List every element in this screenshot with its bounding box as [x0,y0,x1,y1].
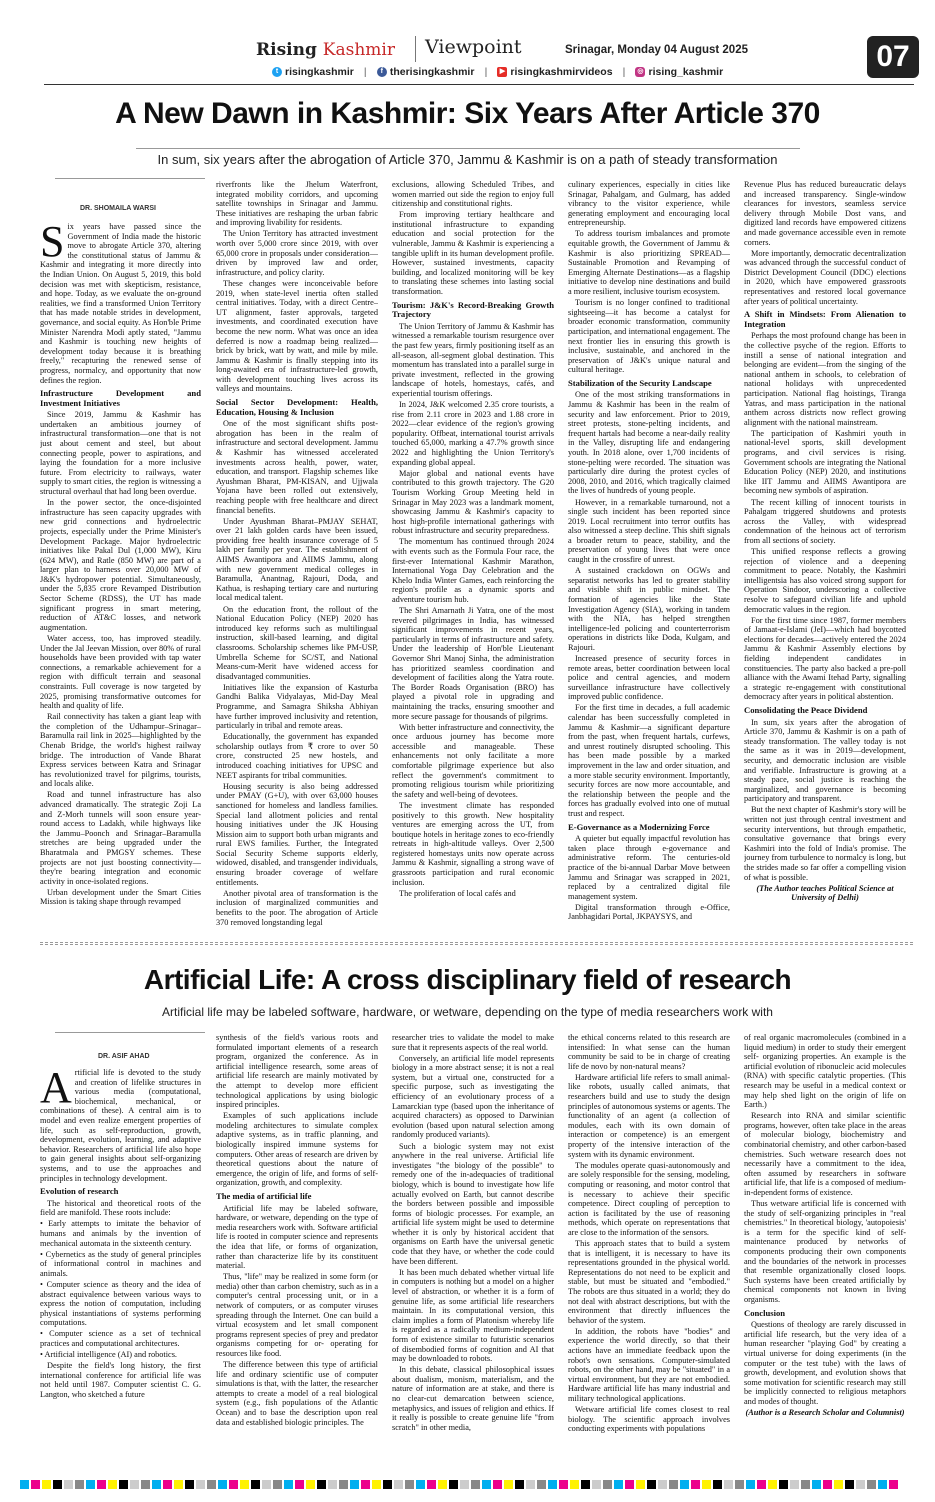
masthead [0,0,935,88]
social-facebook[interactable]: f therisingkashmir [377,66,475,78]
youtube-icon: ▶ [497,67,507,77]
article2-headline: Artificial Life: A cross disciplinary field of research [143,964,792,995]
article2-byline: DR. ASIF AHAD [98,1053,150,1060]
color-registration-strip [20,1478,915,1490]
article-divider [40,942,913,945]
article2-column-5: of real organic macromolecules (combined in a liquid medium) in order to study their emergent self- organizing properties. An example is the artificial evolution of ribonucleic acid molecules (RNA) with specific catalytic properties. (This research may be useful in a medical context or may help shed light on the origin of life on Earth.) Research into RNA and similar scientific programs, however, often take place in the areas of molecular biology, biochemistry and combinatorial chemistry, and other carbon-based chemistries. Such wetware research does not necessarily have a commitment to the idea, often assumed by researchers in software artificial life, that life is a composed of medium-in-dependent forms of existence. Thus wetware artificial life is concerned with the study of self-organizing principles in "real chemistries." In theoretical biology, 'autopoiesis' is a term for the specific kind of self-maintenance produced by networks of components producing their own components and the boundaries of the network in processes that resemble organizationally closed loops. Such systems have been created artificially by chemical components not known in living organisms. Conclusion Questions of theology are rarely discussed in artificial life research, but the very idea of a human researcher "playing God" by creating a virtual universe for doing experiments (in the computer or the test tube) with the laws of growth, development, and evolution shows that some motivation for scientific research may still be implicitly connected to religious metaphors and modes of thought. (Author is a Research Scholar and Columnist) [744,1033,906,1418]
facebook-icon: f [377,67,387,77]
byline-rule [55,178,205,179]
article1-column-4: culinary experiences, especially in cities like Srinagar, Pahalgam, and Gulmarg, has added vibrancy to the visitor experience, while generating employment and encouraging local entrepreneurship. To address tourism imbalances and promote equitable growth, the Government of Jammu & Kashmir is also prioritizing SPREAD—Sustainable Promotion and Revamping of Emerging Alternate Destinations—as a flagship initiative to develop nine destinations and build a more resilient, inclusive tourism ecosystem. Tourism is no longer confined to traditional sightseeing—it has become a catalyst for broader economic transformation, community participation, and international engagement. The next frontier lies in ensuring this growth is inclusive, sustainable, and anchored in the preservation of J&K's unique natural and cultural heritage. Stabilization of the Security Landscape One of the most striking transformations in Jammu & Kashmir has been in the realm of security and law enforcement. Prior to 2019, street protests, stone-pelting incidents, and frequent hartals had become a near-daily reality in the Valley, disrupting life and endangering youth. In 2018 alone, over 1,700 incidents of stone-pelting were recorded. The situation was particularly dire during the protest cycles of 2008, 2010, and 2016, which tragically claimed the lives of hundreds of young people. However, in a remarkable turnaround, not a single such incident has been reported since 2019. Local recruitment into terror outfits has also witnessed a steep decline. This shift signals a broader return to peace, stability, and the preservation of young lives that were once caught in the crossfire of unrest. A sustained crackdown on OGWs and separatist networks has led to greater stability and visible shift in public mindset. The formation of agencies like the State Investigation Agency (SIA), working in tandem with the NIA, has helped strengthen intelligence-led policing and counterterrorism operations in districts like Doda, Kulgam, and Rajouri. Increased presence of security forces in remote areas, better coordination between local police and central agencies, and modern surveillance infrastructure have collectively improved public confidence. For the first time in decades, a full academic calendar has been successfully completed in Jammu & Kashmir—a significant departure from the past, when frequent hartals, curfews, and unrest routinely disrupted schooling. This has been made possible by a marked improvement in the law and order situation, and a more stable security environment. Importantly, security forces are now more accountable, and the relationship between the people and the forces has gradually evolved into one of mutual trust and respect. E-Governance as a Modernizing Force A quieter but equally impactful revolution has taken place through e-governance and administrative reform. The centuries-old practice of the bi-annual Darbar Move between Jammu and Srinagar was scrapped in 2021, replaced by a centralized digital file management system. Digital transformation through e-Office, Janbhagidari Portal, JKPAYSYS, and [568,180,730,922]
article2-column-4: the ethical concerns related to this research are intensified: In what sense can the human community be said to be in charge of creating life de novo by non-natural means? Hardware artificial life refers to small animal-like robots, usually called animats, that researchers build and use to study the design principles of autonomous systems or agents. The functionality of an agent (a collection of modules, each with its own domain of interaction or competence) is an emergent property of the intensive interaction of the system with its dynamic environment. The modules operate quasi-autonomously and are solely responsible for the sensing, modeling, computing or reasoning, and motor control that is necessary to achieve their specific competence. Direct coupling of perception to action is facilitated by the use of reasoning methods, which operate on representations that are close to the information of the sensors. This approach states that to build a system that is intelligent, it is necessary to have its representations grounded in the physical world. Representations do not need to be explicit and stable, but must be situated and "embodied." The robots are thus situated in a world; they do not deal with abstract descriptions, but with the environment that directly influences the behavior of the system. In addition, the robots have "bodies" and experience the world directly, so that their actions have an immediate feedback upon the robot's own sensations. Computer-simulated robots, on the other hand, may be "situated" in a virtual environment, but they are not embodied. Hardware artificial life has many industrial and military technological applications. Wetware artificial life comes closest to real biology. The scientific approach involves conducting experiments with populations [568,1033,730,1434]
dateline: Srinagar, Monday 04 August 2025 [565,44,748,56]
article1-headline: A New Dawn in Kashmir: Six Years After Article 370 [115,97,820,130]
social-youtube[interactable]: ▶ risingkashmirvideos [497,66,612,78]
article1-column-1: Six years have passed since the Government of India made the historic move to abrogate Article 370, altering the constitutional status of Jammu & Kashmir and integrating it more directly into the Indian Union. On August 5, 2019, this bold decision was met with skepticism, resistance, and hope. Today, as we evaluate the on-ground realities, we find a transformed Union Territory that has made notable strides in development, governance, and social equity. As Hon'ble Prime Minister Narendra Modi aptly stated, "Jammu and Kashmir is touching new heights of development today because it is breathing freely," recapturing the renewed sense of progress, normalcy, and opportunity that now defines the region. Infrastructure Development and Investment Initiatives Since 2019, Jammu & Kashmir has undertaken an ambitious journey of infrastructural transformation—one that is not just about cement and steel, but about connecting people, power to aspirations, and laying the foundation for a more inclusive future. From electricity to railways, water supply to smart cities, the region is witnessing a structural overhaul that had long been overdue. In the power sector, the once-disjointed infrastructure has seen capacity upgrades with new grid connections and hydroelectric projects, especially under the Prime Minister's Development Package. Major hydroelectric initiatives like Pakal Dul (1,000 MW), Kiru (624 MW), and Ratle (850 MW) are part of a larger plan to harness over 20,000 MW of J&K's hydropower potential. Simultaneously, under the 5,835 crore Revamped Distribution Sector Scheme (RDSS), the UT has made significant progress in smart metering, reduction of AT&C losses, and network augmentation. Water access, too, has improved steadily. Under the Jal Jeevan Mission, over 80% of rural households have been provided with tap water connections, a remarkable achievement for a region with difficult terrain and seasonal constraints. Full coverage is now targeted by 2025, promising transformative outcomes for health and quality of life. Rail connectivity has taken a giant leap with the completion of the Udhampur–Srinagar–Baramulla rail link in 2025—highlighted by the Chenab Bridge, the world's highest railway bridge. The introduction of Vande Bharat Express services between Katra and Srinagar has revolutionized travel for pilgrims, tourists, and locals alike. Road and tunnel infrastructure has also advanced dramatically. The strategic Zoji La and Z-Morh tunnels will soon ensure year-round access to Ladakh, while highways like the Jammu–Poonch and Srinagar–Baramulla stretches are being upgraded under the Bharatmala and PMGSY schemes. These projects are not just boosting connectivity—they're bearing integration and economic activity in once-isolated regions. Urban development under the Smart Cities Mission is taking shape through revamped [40,222,201,907]
article1-column-3: exclusions, allowing Scheduled Tribes, and women married out side the region to enjoy full citizenship and constitutional rights. From improving tertiary healthcare and institutional infrastructure to expanding education and social protection for the vulnerable, Jammu & Kashmir is experiencing a tangible uplift in its human development profile. However, sustained investments, capacity building, and localized monitoring will be key to translating these schemes into lasting social transformation. Tourism: J&K's Record-Breaking Growth Trajectory The Union Territory of Jammu & Kashmir has witnessed a remarkable tourism resurgence over the past few years, firmly positioning itself as an all-season, all-segment global destination. This momentum has translated into a parallel surge in private investment, reflected in the growing landscape of hotels, homestays, cafés, and experiential tourism offerings. In 2024, J&K welcomed 2.35 crore tourists, a rise from 2.11 crore in 2023 and 1.88 crore in 2022—clear evidence of the region's growing popularity. Offbeat, international tourist arrivals touched 65,000, marking a 47.7% growth since 2022 and highlighting the Union Territory's expanding global appeal. Major global and national events have contributed to this growth trajectory. The G20 Tourism Working Group Meeting held in Srinagar in May 2023 was a landmark moment, showcasing Jammu & Kashmir's capacity to host high-profile international gatherings with robust infrastructure and security preparedness. The momentum has continued through 2024 with events such as the Formula Four race, the first-ever International Kashmir Marathon, International Yoga Day Celebration and the Khelo India Winter Games, each reinforcing the region's profile as a dynamic sports and adventure tourism hub. The Shri Amarnath Ji Yatra, one of the most revered pilgrimages in India, has witnessed significant improvements in recent years, particularly in terms of infrastructure and safety. Under the leadership of Hon'ble Lieutenant Governor Shri Manoj Sinha, the administration has prioritized seamless coordination and development of facilities along the Yatra route. The Border Roads Organisation (BRO) has played a pivotal role in upgrading and maintaining the tracks, ensuring smoother and more secure passage for thousands of pilgrims. With better infrastructure and connectivity, the once arduous journey has become more accessible and manageable. These enhancements not only facilitate a more comfortable pilgrimage experience but also reflect the government's commitment to promoting religious tourism while prioritizing the safety and well-being of devotees. The investment climate has responded positively to this growth. New hospitality ventures are emerging across the UT, from boutique hotels in heritage zones to eco-friendly retreats in high-altitude valleys. Over 2,500 registered homestays units now operate across Jammu & Kashmir, signalling a strong wave of grassroots participation and rural economic inclusion. The proliferation of local cafés and [392,180,554,898]
social-instagram[interactable]: ◎ rising_kashmir [637,66,724,78]
article2-column-1: Artificial life is devoted to the study and creation of lifelike structures in various media (computational, biochemical, mechanical, or combinations of these). A central aim is to model and even realize emergent properties of life, such as self-reproduction, growth, development, evolution, learning, and adaptive behavior. Researchers of artificial life also hope to gain general insights about self-organizing systems, and to use the approaches and principles in technology development. Evolution of research The historical and theoretical roots of the field are manifold. These roots include: • Early attempts to imitate the behavior of humans and animals by the invention of mechanical automata in the sixteenth century. • Cybernetics as the study of general principles of informational control in machines and animals. • Computer science as theory and the idea of abstract equivalence between various ways to express the notion of computation, including physical instantiations of systems performing computations. • Computer science as a set of technical practices and computational architectures. • Artificial intelligence (AI) and robotics. Despite the field's long history, the first international conference for artificial life was not held until 1987. Computer scientist C. G. Langton, who sketched a future [40,1068,201,1399]
article1-strap: In sum, six years after the abrogation of Article 370, Jammu & Kashmir is on a path of steady transformation [157,152,778,167]
article1-column-2: riverfronts like the Jhelum Waterfront, integrated mobility corridors, and upcoming satellite townships in Srinagar and Jammu. These initiatives are reshaping the urban fabric and improving livability for residents. The Union Territory has attracted investment worth over 5,000 crore since 2019, with over 65,000 crore in proposals under consideration—driven by improved law and order, infrastructure, and policy clarity. These changes were inconceivable before 2019, when state-level inertia often stalled central initiatives. Today, with a direct Centre–UT alignment, faster approvals, targeted investments, and coordinated execution have become the new norm. What was once an idea deferred is now a roadmap being realized—brick by brick, watt by watt, and mile by mile. Jammu & Kashmir is finally stepping into its long-awaited era of infrastructure-led growth, with development touching lives across its valleys and mountains. Social Sector Development: Health, Education, Housing & Inclusion One of the most significant shifts post-abrogation has been in the realm of infrastructure and sectoral development. Jammu & Kashmir has witnessed accelerated investments across health, power, water, education, and transport. Flagship schemes like Ayushman Bharat, PM-KISAN, and Ujjwala Yojana have been rolled out extensively, reaching people with free healthcare and direct financial benefits. Under Ayushman Bharat–PMJAY SEHAT, over 21 lakh golden cards have been issued, providing free health insurance coverage of 5 lakh per family per year. The establishment of AIIMS Awantipora and AIIMS Jammu, along with new government medical colleges in Baramulla, Anantnag, Rajouri, Doda, and Kathua, is reshaping tertiary care and nurturing local medical talent. On the education front, the rollout of the National Education Policy (NEP) 2020 has introduced key reforms such as multilingual instruction, skill-based learning, and digital classrooms. Scholarship schemes like PM-USP, Umbrella Scheme for SC/ST, and National Means-cum-Merit have widened access for disadvantaged communities. Initiatives like the expansion of Kasturba Gandhi Balika Vidyalayas, Mid-Day Meal Programme, and Samagra Shiksha Abhiyan have further improved inclusivity and retention, particularly in tribal and remote areas. Educationally, the government has expanded scholarship outlays from ₹ crore to over 50 crore, constructed 25 new hostels, and introduced coaching initiatives for UPSC and NEET aspirants for tribal communities. Housing security is also being addressed under PMAY (G+U), with over 63,000 houses sanctioned for homeless and landless families. Special land allotment policies and rental housing initiatives under the JK Housing Mission aim to support both urban migrants and rural EWS families. Further, the Integrated Social Security Scheme supports elderly, widowed, disabled, and transgender individuals, ensuring broader coverage of welfare entitlements. Another pivotal area of transformation is the inclusion of marginalized communities and benefits to the poor. The abrogation of Article 370 removed longstanding legal [216,180,378,927]
twitter-icon: t [272,67,282,77]
brand-logo: Rising Kashmir [256,40,395,60]
dropcap: S [40,222,65,266]
article2-strap: Artificial life may be labeled software, hardware, or wetware, depending on the type of media researchers work with [162,1005,773,1019]
article2-credit: (Author is a Research Scholar and Columnist) [745,1408,905,1418]
article1-credit: (The Author teaches Political Science at University of Delhi) [756,883,894,903]
dropcap-2: A [40,1068,72,1112]
article1-byline: DR. SHOMAILA WARSI [80,205,156,212]
headline-rule [136,148,800,149]
header-divider [415,36,416,62]
header-rule [44,84,914,85]
byline-rule-2 [55,1032,205,1033]
article1-column-5: Revenue Plus has reduced bureaucratic delays and increased transparency. Single-window clearances for investors, seamless service delivery through Mobile Dost vans, and digitized land records have empowered citizens and made governance accessible even in remote corners. More importantly, democratic decentralization was advanced through the successful conduct of District Development Council (DDC) elections in 2020, which have empowered grassroots representatives and restored local governance after years of political uncertainty. A Shift in Mindsets: From Alienation to Integration Perhaps the most profound change has been in the collective psyche of the region. Efforts to instill a sense of national integration and belonging are evident—from the singing of the national anthem in schools, to celebration of national holidays with unprecedented participation. National flag hoistings, Tiranga Yatras, and mass participation in the national anthem across districts now reflect growing alignment with the national mainstream. The participation of Kashmiri youth in national-level sports, skill development programs, and civil services is rising. Government schools are integrating the National Education Policy (NEP) 2020, and institutions like IIT Jammu and AIIMS Awantipora are becoming new symbols of aspiration. The recent killing of innocent tourists in Pahalgam triggered shutdowns and protests across the Valley, with widespread condemnation of the heinous act of terrorism from all sections of society. This unified response reflects a growing rejection of violence and a deepening commitment to peace. Notably, the Kashmiri intelligentsia has also voiced strong support for Operation Sindoor, underscoring a collective resolve to safeguard civilian life and uphold democratic values in the region. For the first time since 1987, former members of Jamaat-e-Islami (JeI)—which had boycotted elections for decades—actively entered the 2024 Jammu & Kashmir Assembly elections by fielding independent candidates in constituencies. The party also backed a pre-poll alliance with the Awami Itehad Party, signalling a strategic re-engagement with constitutional democracy after years in political abstention. Consolidating the Peace Dividend In sum, six years after the abrogation of Article 370, Jammu & Kashmir is on a path of steady transformation. The valley today is not the same as it was in 2019—development, security, and democratic inclusion are visible and verifiable. Infrastructure is growing at a steady pace, social justice is reaching the marginalized, and governance is becoming participatory and transparent. But the next chapter of Kashmir's story will be written not just through central investment and security interventions, but through empathetic, consultative governance that brings every Kashmiri into the fold of India's promise. The journey from turbulence to normalcy is long, but the strides made so far offer a compelling vision of what is possible. (The Author teaches Political Science at University of Delhi) [744,180,906,903]
social-handles: t risingkashmir | f therisingkashmir | ▶ risingkashmirvideos | ◎ rising_kashmir [272,66,723,78]
article2-column-2: synthesis of the field's various roots and formulated important elements of a research program, organized the conference. As in artificial intelligence research, some areas of artificial life research are mainly motivated by the attempt to develop more efficient technological applications by using biologic inspired principles. Examples of such applications include modeling architectures to simulate complex adaptive systems, as in traffic planning, and biologically inspired immune systems for computers. Other areas of research are driven by theoretical questions about the nature of emergence, the origin of life, and forms of self-organization, growth, and complexity. The media of artificial life Artificial life may be labeled software, hardware, or wetware, depending on the type of media researchers work with. Software artificial life is rooted in computer science and represents the idea that life, or forms of organization, rather than characterize life by its constituent material. Thus, "life" may be realized in some form (or media) other than carbon chemistry, such as in a computer's central processing unit, or in a network of computers, or as computer viruses spreading through the Internet. One can build a virtual ecosystem and let small component programs represent species of prey and predator organisms competing for or- operating for resources like food. The difference between this type of artificial life and ordinary scientific use of computer simulations is that, with the latter, the researcher attempts to create a model of a real biological system (e.g., fish populations of the Atlantic Ocean) and to base the description upon real data and established biologic principles. The [216,1033,378,1427]
article2-column-3: researcher tries to validate the model to make sure that it represents aspects of the real world. Conversely, an artificial life model represents biology in a more abstract sense; it is not a real system, but a virtual one, constructed for a specific purpose, such as investigating the efficiency of an evolutionary process of a Lamarckian type (based upon the inheritance of acquired characters) as opposed to Darwinian evolution (based upon natural selection among randomly produced variants). Such a biologic system may not exist anywhere in the real universe. Artificial life investigates "the biology of the possible" to remedy one of the in-adequacies of traditional biology, which is bound to investigate how life actually evolved on Earth, but cannot describe the borders between possible and impossible forms of biologic processes. For example, an artificial life system might be used to determine whether it is only by historical accident that organisms on Earth have the universal genetic code that they have, or whether the code could have been different. It has been much debated whether virtual life in computers is nothing but a model on a higher level of abstraction, or whether it is a form of genuine life, as some artificial life researchers maintain. In its computational version, this claim implies a form of Platonism whereby life is regarded as a radically medium-independent form of existence similar to futuristic scenarios of disembodied forms of cognition and AI that may be downloaded to robots. In this debate, classical philosophical issues about dualism, monism, materialism, and the nature of information are at stake, and there is no clear-cut demarcation between science, metaphysics, and issues of religion and ethics. If it really is possible to create genuine life "from scratch" in other media, [392,1033,554,1432]
section-title: Viewpoint [425,36,522,58]
instagram-icon: ◎ [637,68,644,75]
page-number: 07 [867,36,919,78]
social-twitter[interactable]: t risingkashmir [272,66,354,78]
